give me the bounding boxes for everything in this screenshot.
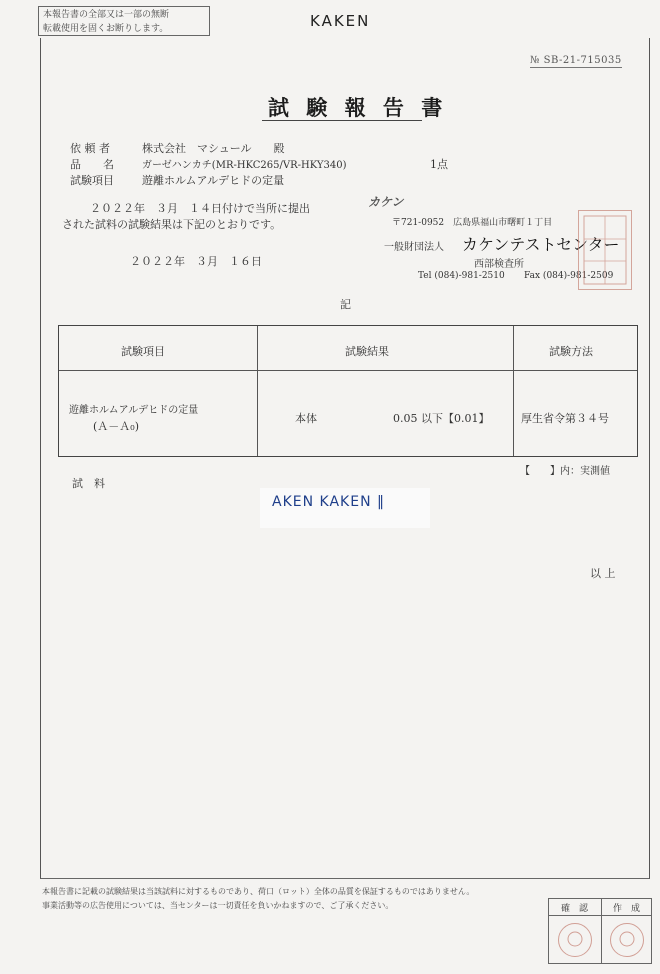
issuer-org-name: カケンテストセンター: [462, 235, 620, 254]
document-number: № SB-21-715035: [530, 55, 622, 66]
issue-date: ２０２２年 ３月 １６日: [130, 255, 262, 268]
client-label: 依 頼 者: [70, 142, 110, 155]
product-value: ガーゼハンカチ(MR-HKC265/VR-HKY340): [142, 160, 347, 171]
notice-line-2: 転載使用を固くお断りします。: [43, 24, 169, 34]
client-value: 株式会社 マシュール 殿: [142, 142, 285, 155]
confirm-label: 確 認: [561, 904, 589, 914]
sample-blue-stamp: AKEN KAKEN ‖: [272, 494, 385, 510]
header-test-method: 試験方法: [549, 345, 593, 358]
table-col-divider-1: [257, 326, 258, 456]
header-test-item: 試験項目: [121, 345, 165, 358]
approval-table-header: [549, 899, 651, 916]
page-title: 試 験 報 告 書: [268, 95, 448, 120]
seal-pattern-icon: [579, 211, 631, 289]
official-seal: [578, 210, 632, 290]
issuer-fax: Fax (084)-981-2509: [524, 271, 614, 281]
title-underline: [262, 120, 422, 121]
sample-label: 試 料: [72, 477, 105, 490]
cell-method: 厚生省令第３４号: [521, 412, 609, 425]
confirm-stamp: [558, 923, 592, 957]
cell-result-value: 0.05 以下【0.01】: [393, 412, 490, 425]
create-seal-icon: [617, 929, 637, 949]
header-test-result: 試験結果: [345, 345, 389, 358]
create-label: 作 成: [613, 904, 641, 914]
cell-result-part: 本体: [295, 412, 317, 425]
product-label: 品 名: [70, 158, 114, 171]
issuer-org-prefix: 一般財団法人: [384, 242, 444, 253]
measured-value-note: 【 】内：実測値: [520, 466, 610, 477]
kaken-logo-text: カケン: [368, 195, 404, 209]
test-item-label: 試験項目: [70, 174, 114, 187]
intro-line-2: された試料の試験結果は下記のとおりです。: [62, 218, 282, 231]
issuer-tel: Tel (084)-981-2510: [418, 271, 505, 281]
notice-line-1: 本報告書の全部又は一部の無断: [43, 10, 170, 20]
create-stamp: [610, 923, 644, 957]
confirm-seal-icon: [565, 929, 585, 949]
issuer-address: 〒721-0952 広島県福山市曙町１丁目: [392, 218, 553, 228]
cell-item-line-1: 遊離ホルムアルデヒドの定量: [69, 405, 199, 416]
approval-table-divider: [601, 899, 602, 963]
test-item-value: 遊離ホルムアルデヒドの定量: [142, 174, 285, 187]
approval-table: [548, 898, 652, 964]
intro-line-1: ２０２２年 ３月 １４日付けで当所に提出: [90, 202, 310, 215]
table-col-divider-2: [513, 326, 514, 456]
ki-marker: 記: [340, 298, 351, 311]
table-header-divider: [59, 370, 637, 371]
results-table: [58, 325, 638, 457]
footer-line-2: 事業活動等の広告使用については、当センターは一切責任を負いかねますので、ご了承ください。: [42, 901, 394, 910]
issuer-branch: 西部検査所: [474, 259, 524, 270]
brand-header: KAKEN: [310, 12, 371, 30]
cell-item-line-2: (Ａ－Ａ₀): [93, 420, 139, 433]
end-mark: 以 上: [590, 567, 616, 580]
copyright-notice-box: [38, 6, 210, 36]
footer-line-1: 本報告書に記載の試験結果は当該試料に対するものであり、荷口（ロット）全体の品質を保証するものではありません。: [42, 887, 475, 896]
product-quantity: 1点: [430, 158, 448, 171]
